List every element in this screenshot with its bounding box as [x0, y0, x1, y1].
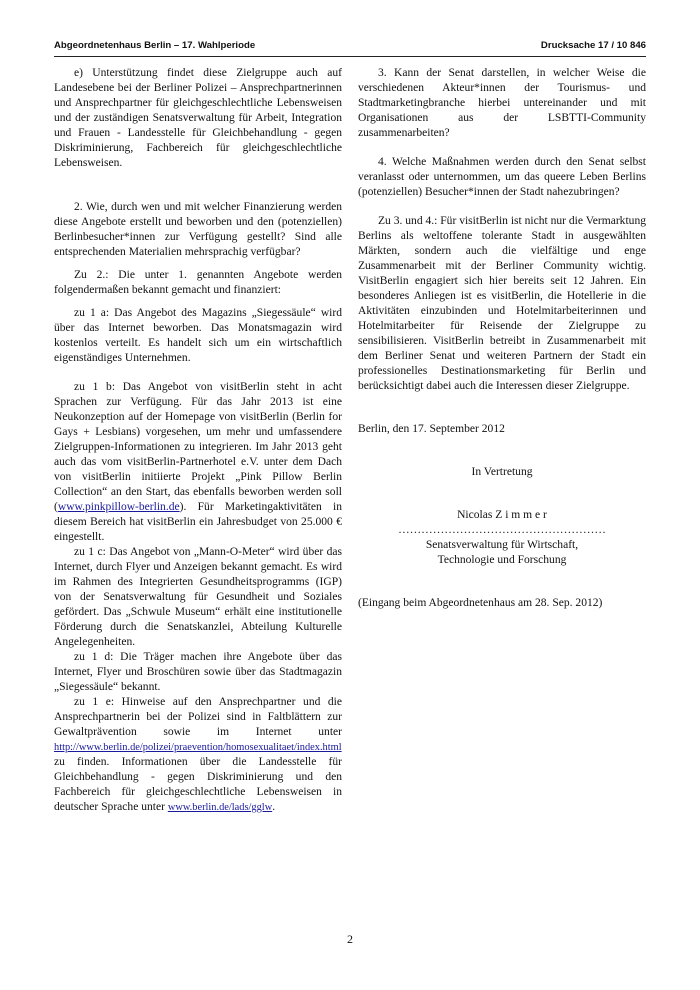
signer-name: Nicolas Z i m m e r: [457, 509, 547, 521]
header-left: Abgeordnetenhaus Berlin – 17. Wahlperiode: [54, 40, 256, 51]
answer-2-intro: Zu 2.: Die unter 1. genannten Angebote werden folgendermaßen bekannt gemacht und finanziert:: [54, 269, 342, 296]
answer-1d: zu 1 d: Die Träger machen ihre Angebote über das Internet, Flyer und Broschüren sowie über das Stadtmagazin „Siegessäule“ bekannt.: [54, 651, 342, 693]
paragraph-1e: e) Unterstützung findet diese Zielgruppe auch auf Landesebene bei der Berliner Polizei – Ansprechpartnerinnen und Ansprechpartner für gleichgeschlechtliche Lebensweisen und der zuständigen Senatsverwaltung für Arbeit, Integration und Frauen - Landesstelle für Gleichbehandlung - gegen Diskriminierung, Fachbereich für gleichgeschlechtliche Lebensweisen.: [54, 67, 342, 169]
question-2: 2. Wie, durch wen und mit welcher Finanzierung werden diese Angebote erstellt und beworben und den (potenziellen) Berlinbesucher*innen zur Verfügung gestellt? Sind alle entsprechenden Materialien mehrsprachig verfügbar?: [54, 201, 342, 258]
answer-1b: zu 1 b: Das Angebot von visitBerlin steht in acht Sprachen zur Verfügung. Für das Jahr 2013 ist eine Neukonzeption auf der Homepage von visitBerlin (Berlin for Gays + Lesbians) vorgesehen, um mehr und umfassendere Zielgruppen-Informationen zu integrieren. Im Jahr 2013 geht auch das vom visitBerlin-Partnerhotel e.V. unter dem Dach von visitBerlin initiierte Projekt „Pink Pillow Berlin Collection“ an den Start, das ebenfalls beworben werden soll (www.pinkpillow-berlin.de). Für Marketingaktivitäten in diesem Bereich hat visitBerlin ein Jahresbudget von 25.000 € eingestellt.: [54, 381, 342, 543]
question-3: 3. Kann der Senat darstellen, in welcher Weise die verschiedenen Akteur*innen der Tourismus- und Stadtmarketingbranche hierbei untereinander und mit Organisationen aus der LSBTTI-Community zusammenarbeiten?: [358, 67, 646, 139]
department-line-2: Technologie und Forschung: [437, 554, 567, 566]
signature-date: Berlin, den 17. September 2012: [358, 423, 505, 435]
document-header: [54, 40, 646, 51]
header-right: Drucksache 17 / 10 846: [540, 40, 646, 51]
police-prevention-link[interactable]: http://www.berlin.de/polizei/praevention/homosexualitaet/index.html: [54, 742, 342, 753]
answer-1e: zu 1 e: Hinweise auf den Ansprechpartner und die Ansprechpartnerin bei der Polizei sind in Faltblättern zur Gewaltprävention sowie im Internet unter http://www.berlin.de/polizei/praevention/homosexualitaet/index.html zu finden. Informationen über die Landesstelle für Gleichbehandlung - gegen Diskriminierung und den Fachbereich für gleichgeschlechtliche Lebensweisen in deutscher Sprache unter www.berlin.de/lads/gglw.: [54, 696, 342, 813]
right-column: [358, 66, 646, 611]
left-column: [54, 66, 342, 815]
in-vertretung: In Vertretung: [471, 466, 533, 478]
header-divider: [54, 56, 646, 57]
department-line-1: Senatsverwaltung für Wirtschaft,: [425, 539, 579, 551]
receipt-note: (Eingang beim Abgeordnetenhaus am 28. Sep. 2012): [358, 597, 603, 609]
answer-3-4: Zu 3. und 4.: Für visitBerlin ist nicht nur die Vermarktung Berlins als weltoffene tolerante Stadt in ausgewählten Märkten, sondern auch die vielfältige und enge Zusammenarbeit mit der Berliner Community wichtig. VisitBerlin engagiert sich hier bereits seit 12 Jahren. Ein besonderes Anliegen ist es visitBerlin, die Hotellerie in die Aktivitäten einzubinden und Hotelmitarbeiterinnen und Hotelmitarbeiter für Reisende der Zielgruppe zu sensibilisieren. VisitBerlin betreibt in Zusammenarbeit mit dem Berliner Senat und weiteren Partnern der Stadt ein professionelles Destinationsmarketing für Berlin und berücksichtigt dabei auch die Interessen dieser Zielgruppe.: [358, 215, 646, 392]
signature-line: ………………………………………………: [398, 524, 606, 536]
answer-1a: zu 1 a: Das Angebot des Magazins „Siegessäule“ wird über das Internet beworben. Das Monatsmagazin wird kostenlos verteilt. Es handelt sich um ein wirtschaftlich eigenständiges Unternehmen.: [54, 307, 342, 364]
question-4: 4. Welche Maßnahmen werden durch den Senat selbst veranlasst oder unternommen, um das queere Leben Berlins (potenziellen) Besucher*innen der Stadt nahezubringen?: [358, 156, 646, 198]
answer-1c: zu 1 c: Das Angebot von „Mann-O-Meter“ wird über das Internet, durch Flyer und Anzeigen bekannt gemacht. Es wird im Rahmen des Integrierten Gesundheitsprogramms (IGP) von der Senatsverwaltung für Gesundheit und Soziales gefördert. Das „Schwule Museum“ erhält eine institutionelle Förderung durch die Senatskanzlei, Abteilung Kulturelle Angelegenheiten.: [54, 546, 342, 648]
pinkpillow-link[interactable]: www.pinkpillow-berlin.de: [57, 501, 180, 513]
lads-gglw-link[interactable]: www.berlin.de/lads/gglw: [167, 802, 273, 813]
page-number: 2: [347, 932, 353, 946]
